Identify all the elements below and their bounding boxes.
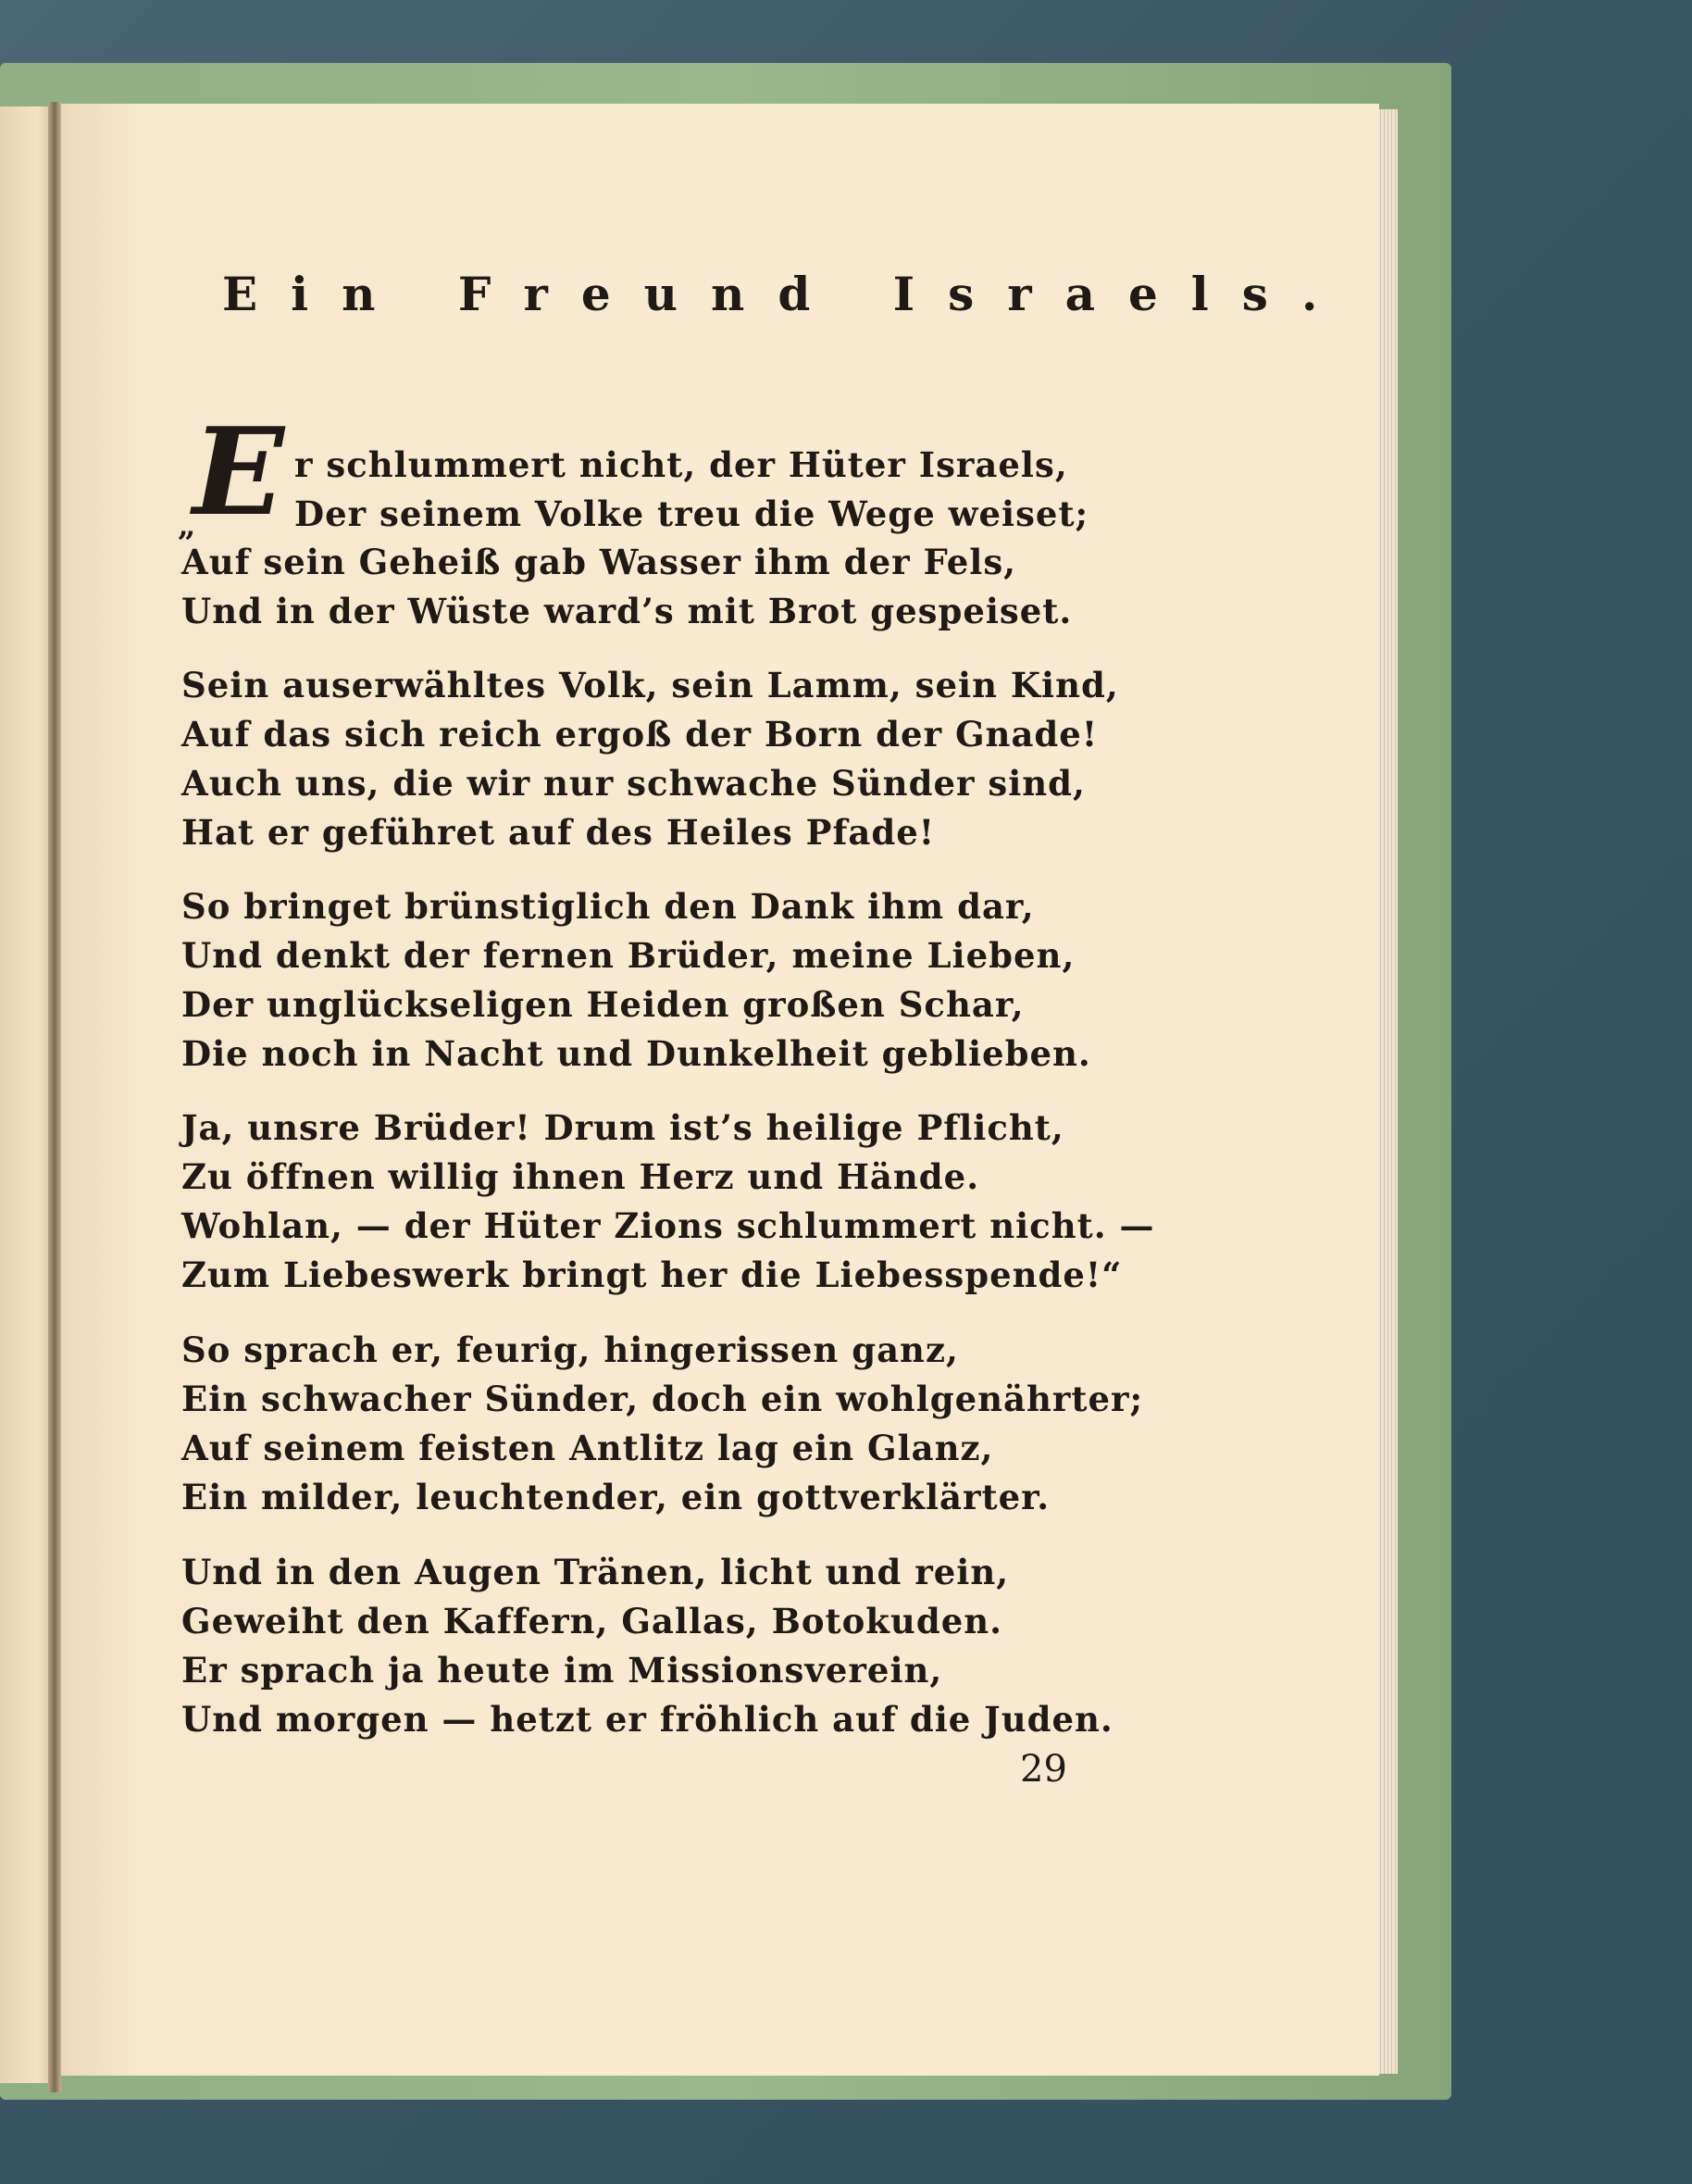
poem-line: Ein milder, leuchtender, ein gottverklärter. xyxy=(181,1477,1051,1517)
poem-line: Auf seinem feisten Antlitz lag ein Glanz, xyxy=(181,1428,994,1468)
poem-line: Die noch in Nacht und Dunkelheit geblieben. xyxy=(181,1033,1091,1074)
poem-line: Zu öffnen willig ihnen Herz und Hände. xyxy=(181,1156,980,1197)
poem-line: Und in den Augen Tränen, licht und rein, xyxy=(181,1552,1010,1592)
poem-line: Der unglückseligen Heiden großen Schar, xyxy=(181,984,1025,1025)
poem-line: Ja, unsre Brüder! Drum ist’s heilige Pflicht, xyxy=(181,1107,1064,1148)
poem-line: Zum Liebeswerk bringt her die Liebesspende!“ xyxy=(181,1254,1123,1295)
poem-line: Ein schwacher Sünder, doch ein wohlgenährter; xyxy=(181,1379,1144,1419)
poem-line: Und in der Wüste ward’s mit Brot gespeiset. xyxy=(181,591,1073,631)
page-number: 29 xyxy=(1020,1748,1067,1791)
book-page xyxy=(56,104,1379,2076)
poem-line: Geweiht den Kaffern, Gallas, Botokuden. xyxy=(181,1601,1003,1641)
facing-page-edge xyxy=(0,106,54,2083)
poem-line: Auch uns, die wir nur schwache Sünder sind, xyxy=(181,763,1086,804)
poem-line: Der seinem Volke treu die Wege weiset; xyxy=(294,493,1089,534)
poem-line: Auf das sich reich ergoß der Born der Gnade! xyxy=(181,714,1099,755)
poem-line: Hat er geführet auf des Heiles Pfade! xyxy=(181,812,935,853)
book-gutter xyxy=(48,102,61,2092)
poem-line: Und denkt der fernen Brüder, meine Lieben, xyxy=(181,935,1076,976)
poem-line: Auf sein Geheiß gab Wasser ihm der Fels, xyxy=(181,542,1017,582)
poem-line: So bringet brünstiglich den Dank ihm dar, xyxy=(181,886,1035,927)
poem-line: Sein auserwähltes Volk, sein Lamm, sein Kind, xyxy=(181,665,1119,705)
poem-line: Wohlan, — der Hüter Zions schlummert nicht. — xyxy=(181,1205,1155,1246)
opening-quote-mark: „ xyxy=(178,507,196,544)
poem-line: Und morgen — hetzt er fröhlich auf die Juden. xyxy=(181,1699,1113,1740)
poem-title: Ein Freund Israels. xyxy=(222,267,1351,321)
poem-line: Er sprach ja heute im Missionsverein, xyxy=(181,1650,943,1691)
drop-cap: E xyxy=(193,401,285,543)
poem-line: So sprach er, feurig, hingerissen ganz, xyxy=(181,1329,959,1370)
poem-line: r schlummert nicht, der Hüter Israels, xyxy=(294,444,1068,485)
